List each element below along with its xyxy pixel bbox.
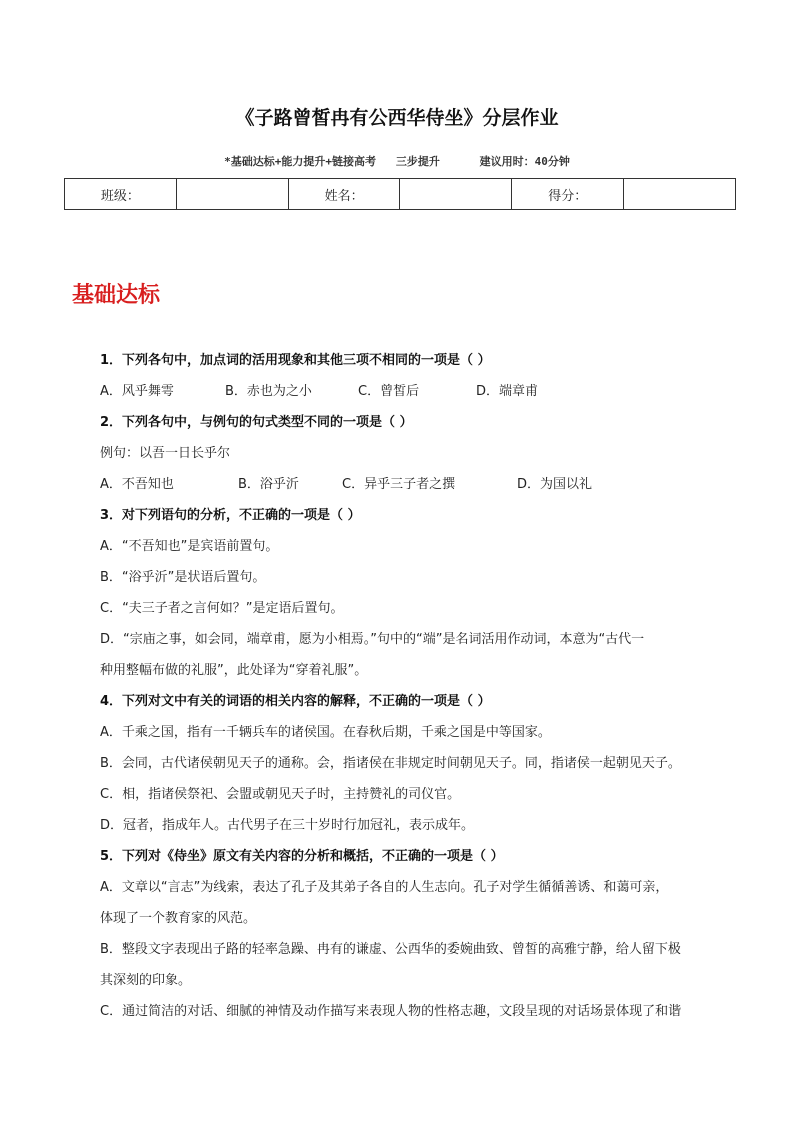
q1-option-b: B．赤也为之小: [225, 384, 312, 399]
score-label: 得分：: [512, 179, 624, 210]
q3-option-d-line2: 种用整幅布做的礼服”，此处译为“穿着礼服”。: [100, 663, 368, 678]
q2-option-c: C．异乎三子者之撰: [342, 477, 456, 492]
q5-option-c-line1: C．通过简洁的对话、细腻的神情及动作描写来表现人物的性格志趣，文段呈现的对话场景体现了和谐: [100, 1004, 682, 1019]
name-field[interactable]: [400, 179, 512, 210]
q1-option-c: C．曾皙后: [358, 384, 420, 399]
q3-option-d-line1: D．“宗庙之事，如会同，端章甫，愿为小相焉。”句中的“端”是名词活用作动词，本意为“古代一: [100, 632, 645, 647]
page-title: 《子路曾皙冉有公西华侍坐》分层作业: [235, 107, 559, 129]
question-2-example: 例句：以吾一日长乎尔: [100, 446, 231, 461]
q2-option-d: D．为国以礼: [517, 477, 593, 492]
q2-option-b: B．浴乎沂: [238, 477, 299, 492]
q5-option-b-line2: 其深刻的印象。: [100, 973, 192, 988]
question-1-stem: 1．下列各句中，加点词的活用现象和其他三项不相同的一项是（ ）: [100, 353, 491, 368]
q5-option-b-line1: B．整段文字表现出子路的轻率急躁、冉有的谦虚、公西华的委婉曲致、曾皙的高雅宁静，给人留下极: [100, 942, 681, 957]
q5-option-a-line2: 体现了一个教育家的风范。: [100, 911, 257, 926]
q1-option-a: A．风乎舞雩: [100, 384, 174, 399]
q1-option-d: D．端章甫: [476, 384, 539, 399]
question-4-stem: 4．下列对文中有关的词语的相关内容的解释，不正确的一项是（ ）: [100, 694, 491, 709]
questions-body: [100, 345, 725, 1027]
q5-option-a-line1: A．文章以“言志”为线索，表达了孔子及其弟子各自的人生志向。孔子对学生循循善诱、和蔼可亲，: [100, 880, 669, 895]
page-subtitle: *基础达标+能力提升+链接高考 三步提升 建议用时：40分钟: [224, 155, 570, 168]
q3-option-a: A．“不吾知也”是宾语前置句。: [100, 539, 279, 554]
question-2-options: [100, 469, 725, 500]
q4-option-b: B．会同，古代诸侯朝见天子的通称。会，指诸侯在非规定时间朝见天子。同，指诸侯一起朝见天子。: [100, 756, 681, 771]
name-label: 姓名：: [288, 179, 400, 210]
student-info-table: [64, 178, 736, 210]
q4-option-d: D．冠者，指成年人。古代男子在三十岁时行加冠礼，表示成年。: [100, 818, 475, 833]
q3-option-b: B．“浴乎沂”是状语后置句。: [100, 570, 266, 585]
class-field[interactable]: [176, 179, 288, 210]
class-label: 班级：: [65, 179, 177, 210]
question-2-stem: 2．下列各句中，与例句的句式类型不同的一项是（ ）: [100, 415, 413, 430]
q4-option-a: A．千乘之国，指有一千辆兵车的诸侯国。在春秋后期，千乘之国是中等国家。: [100, 725, 551, 740]
q3-option-c: C．“夫三子者之言何如？”是定语后置句。: [100, 601, 344, 616]
q4-option-c: C．相，指诸侯祭祀、会盟或朝见天子时，主持赞礼的司仪官。: [100, 787, 461, 802]
question-3-stem: 3．对下列语句的分析，不正确的一项是（ ）: [100, 508, 361, 523]
section-title: 基础达标: [72, 283, 161, 308]
question-5-stem: 5．下列对《侍坐》原文有关内容的分析和概括，不正确的一项是（ ）: [100, 849, 504, 864]
score-field[interactable]: [624, 179, 736, 210]
q2-option-a: A．不吾知也: [100, 477, 174, 492]
question-1-options: [100, 376, 725, 407]
